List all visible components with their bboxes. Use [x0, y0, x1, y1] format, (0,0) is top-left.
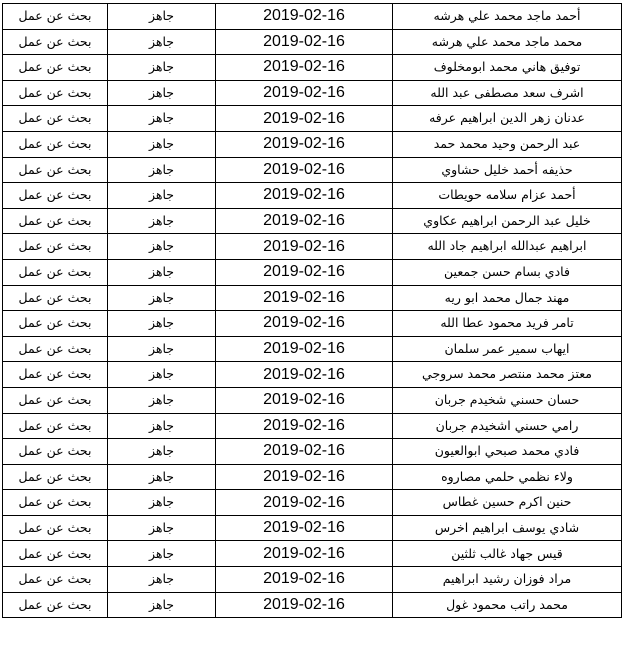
- readiness-cell: جاهز: [108, 157, 216, 183]
- table-row: [3, 592, 622, 618]
- status-cell: بحث عن عمل: [3, 106, 108, 132]
- person-name-cell: ايهاب سمير عمر سلمان: [393, 336, 622, 362]
- table-row: [3, 336, 622, 362]
- readiness-cell: جاهز: [108, 541, 216, 567]
- status-cell: بحث عن عمل: [3, 567, 108, 593]
- status-cell: بحث عن عمل: [3, 464, 108, 490]
- person-name-cell: شادي يوسف ابراهيم اخرس: [393, 515, 622, 541]
- status-cell: بحث عن عمل: [3, 157, 108, 183]
- table-row: [3, 285, 622, 311]
- date-cell: 2019-02-16: [216, 464, 393, 490]
- table-row: [3, 490, 622, 516]
- status-cell: بحث عن عمل: [3, 234, 108, 260]
- date-cell: 2019-02-16: [216, 285, 393, 311]
- date-cell: 2019-02-16: [216, 80, 393, 106]
- readiness-cell: جاهز: [108, 362, 216, 388]
- status-cell: بحث عن عمل: [3, 311, 108, 337]
- status-cell: بحث عن عمل: [3, 55, 108, 81]
- person-name-cell: معتز محمد منتصر محمد سروجي: [393, 362, 622, 388]
- status-cell: بحث عن عمل: [3, 439, 108, 465]
- date-cell: 2019-02-16: [216, 541, 393, 567]
- status-cell: بحث عن عمل: [3, 336, 108, 362]
- date-cell: 2019-02-16: [216, 131, 393, 157]
- table-row: [3, 567, 622, 593]
- readiness-cell: جاهز: [108, 336, 216, 362]
- status-cell: بحث عن عمل: [3, 541, 108, 567]
- person-name-cell: خليل عبد الرحمن ابراهيم عكاوي: [393, 208, 622, 234]
- status-cell: بحث عن عمل: [3, 592, 108, 618]
- person-name-cell: حنين اكرم حسين غطاس: [393, 490, 622, 516]
- table-row: [3, 439, 622, 465]
- readiness-cell: جاهز: [108, 567, 216, 593]
- table-row: [3, 387, 622, 413]
- date-cell: 2019-02-16: [216, 567, 393, 593]
- date-cell: 2019-02-16: [216, 106, 393, 132]
- readiness-cell: جاهز: [108, 183, 216, 209]
- table-row: [3, 183, 622, 209]
- person-name-cell: اشرف سعد مصطفى عبد الله: [393, 80, 622, 106]
- date-cell: 2019-02-16: [216, 439, 393, 465]
- table-row: [3, 106, 622, 132]
- table-row: [3, 157, 622, 183]
- table-row: [3, 29, 622, 55]
- date-cell: 2019-02-16: [216, 413, 393, 439]
- table-row: [3, 515, 622, 541]
- readiness-cell: جاهز: [108, 259, 216, 285]
- readiness-cell: جاهز: [108, 387, 216, 413]
- date-cell: 2019-02-16: [216, 336, 393, 362]
- table-row: [3, 131, 622, 157]
- person-name-cell: حذيفه أحمد خليل حشاوي: [393, 157, 622, 183]
- person-name-cell: ابراهيم عبدالله ابراهيم جاد الله: [393, 234, 622, 260]
- table-row: [3, 259, 622, 285]
- status-cell: بحث عن عمل: [3, 29, 108, 55]
- person-name-cell: عبد الرحمن وحيد محمد حمد: [393, 131, 622, 157]
- table-row: [3, 234, 622, 260]
- roster-sheet: [3, 3, 622, 618]
- date-cell: 2019-02-16: [216, 234, 393, 260]
- readiness-cell: جاهز: [108, 515, 216, 541]
- date-cell: 2019-02-16: [216, 490, 393, 516]
- date-cell: 2019-02-16: [216, 4, 393, 30]
- person-name-cell: أحمد عزام سلامه حويطات: [393, 183, 622, 209]
- readiness-cell: جاهز: [108, 234, 216, 260]
- table-row: [3, 413, 622, 439]
- status-cell: بحث عن عمل: [3, 183, 108, 209]
- readiness-cell: جاهز: [108, 80, 216, 106]
- readiness-cell: جاهز: [108, 439, 216, 465]
- readiness-cell: جاهز: [108, 55, 216, 81]
- table-row: [3, 464, 622, 490]
- date-cell: 2019-02-16: [216, 515, 393, 541]
- date-cell: 2019-02-16: [216, 259, 393, 285]
- roster-table: [2, 3, 622, 618]
- readiness-cell: جاهز: [108, 29, 216, 55]
- readiness-cell: جاهز: [108, 490, 216, 516]
- person-name-cell: مهند جمال محمد ابو ريه: [393, 285, 622, 311]
- person-name-cell: قيس جهاد غالب ثلثين: [393, 541, 622, 567]
- person-name-cell: ولاء نظمي حلمي مصاروه: [393, 464, 622, 490]
- person-name-cell: حسان حسني شخيدم جربان: [393, 387, 622, 413]
- table-row: [3, 362, 622, 388]
- table-row: [3, 541, 622, 567]
- status-cell: بحث عن عمل: [3, 490, 108, 516]
- readiness-cell: جاهز: [108, 131, 216, 157]
- roster-table-body: [3, 4, 622, 618]
- date-cell: 2019-02-16: [216, 311, 393, 337]
- date-cell: 2019-02-16: [216, 387, 393, 413]
- date-cell: 2019-02-16: [216, 592, 393, 618]
- status-cell: بحث عن عمل: [3, 208, 108, 234]
- status-cell: بحث عن عمل: [3, 131, 108, 157]
- table-row: [3, 80, 622, 106]
- date-cell: 2019-02-16: [216, 208, 393, 234]
- status-cell: بحث عن عمل: [3, 285, 108, 311]
- person-name-cell: فادي محمد صبحي ابوالعيون: [393, 439, 622, 465]
- status-cell: بحث عن عمل: [3, 4, 108, 30]
- readiness-cell: جاهز: [108, 285, 216, 311]
- readiness-cell: جاهز: [108, 413, 216, 439]
- person-name-cell: تامر فريد محمود عطا الله: [393, 311, 622, 337]
- readiness-cell: جاهز: [108, 4, 216, 30]
- readiness-cell: جاهز: [108, 464, 216, 490]
- person-name-cell: فادي بسام حسن جمعين: [393, 259, 622, 285]
- date-cell: 2019-02-16: [216, 29, 393, 55]
- person-name-cell: مراد فوزان رشيد ابراهيم: [393, 567, 622, 593]
- person-name-cell: رامي حسني اشخيدم جربان: [393, 413, 622, 439]
- readiness-cell: جاهز: [108, 106, 216, 132]
- status-cell: بحث عن عمل: [3, 259, 108, 285]
- readiness-cell: جاهز: [108, 208, 216, 234]
- person-name-cell: محمد ماجد محمد علي هرشه: [393, 29, 622, 55]
- person-name-cell: محمد راتب محمود غول: [393, 592, 622, 618]
- status-cell: بحث عن عمل: [3, 413, 108, 439]
- status-cell: بحث عن عمل: [3, 362, 108, 388]
- date-cell: 2019-02-16: [216, 362, 393, 388]
- person-name-cell: عدنان زهر الدين ابراهيم عرفه: [393, 106, 622, 132]
- date-cell: 2019-02-16: [216, 183, 393, 209]
- table-row: [3, 208, 622, 234]
- person-name-cell: توفيق هاني محمد ابومخلوف: [393, 55, 622, 81]
- person-name-cell: أحمد ماجد محمد علي هرشه: [393, 4, 622, 30]
- readiness-cell: جاهز: [108, 311, 216, 337]
- date-cell: 2019-02-16: [216, 55, 393, 81]
- date-cell: 2019-02-16: [216, 157, 393, 183]
- status-cell: بحث عن عمل: [3, 387, 108, 413]
- table-row: [3, 55, 622, 81]
- readiness-cell: جاهز: [108, 592, 216, 618]
- table-row: [3, 311, 622, 337]
- status-cell: بحث عن عمل: [3, 515, 108, 541]
- status-cell: بحث عن عمل: [3, 80, 108, 106]
- table-row: [3, 4, 622, 30]
